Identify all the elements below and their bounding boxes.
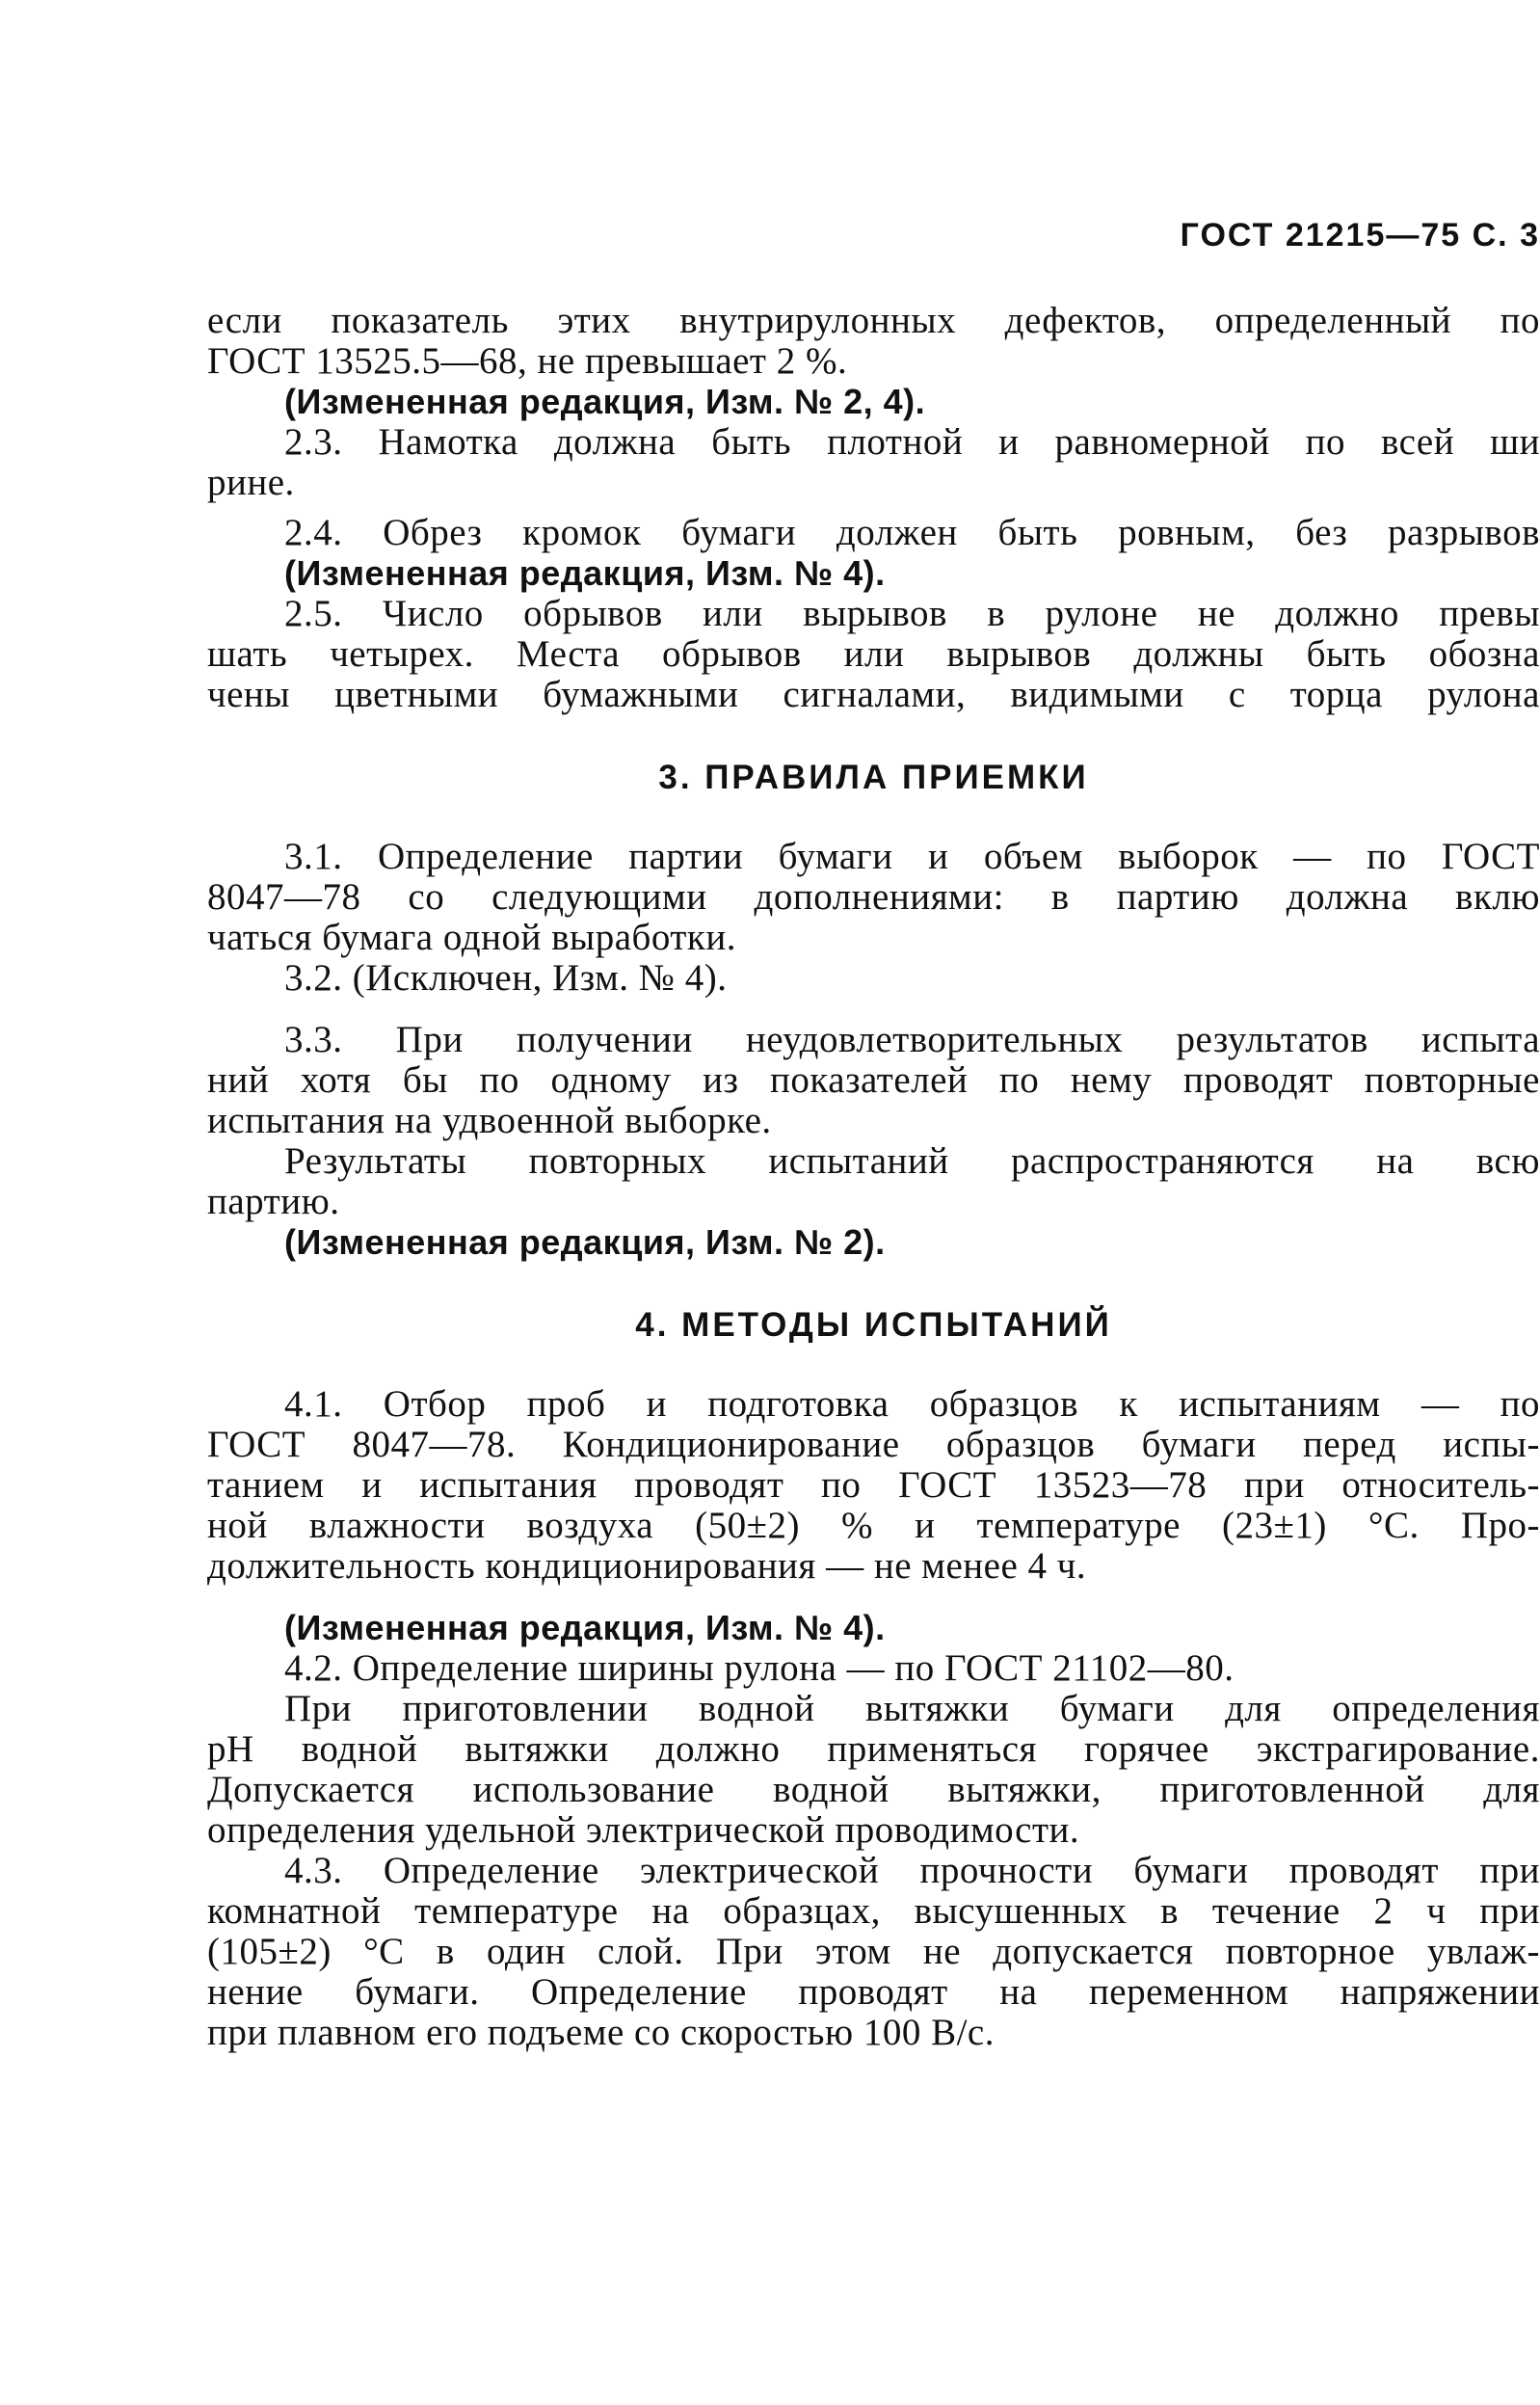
paragraph-2-4 — [207, 513, 1540, 594]
text-line: Результаты повторных испытаний распространяются на всю — [284, 1140, 1540, 1182]
paragraph-4-3 — [207, 1851, 1540, 2053]
text-line: ной влажности воздуха (50±2) % и температуре (23±1) °С. Про- — [207, 1505, 1540, 1546]
section-heading-3: 3. ПРАВИЛА ПРИЕМКИ — [658, 759, 1089, 796]
text-line: 4.3. Определение электрической прочности бумаги проводят при — [284, 1850, 1540, 1891]
paragraph-2-3 — [207, 422, 1540, 503]
text-line: рине. — [207, 462, 295, 503]
text-line: если показатель этих внутрирулонных дефектов, определенный по — [207, 300, 1540, 341]
paragraph-4-2 — [207, 1648, 1540, 1689]
amendment-note: (Измененная редакция, Изм. № 2). — [284, 1222, 886, 1262]
paragraph-3-3-results — [207, 1141, 1540, 1263]
text-line: ГОСТ 8047—78. Кондиционирование образцов бумаги перед испы- — [207, 1424, 1540, 1465]
text-line: 4.1. Отбор проб и подготовка образцов к испытаниям — по — [284, 1383, 1540, 1425]
text-line: 2.3. Намотка должна быть плотной и равномерной по всей ши — [284, 421, 1540, 463]
text-line: 2.5. Число обрывов или вырывов в рулоне не должно превы — [284, 593, 1540, 634]
text-line: 3.1. Определение партии бумаги и объем выборок — по ГОСТ — [284, 836, 1540, 877]
text-line: партию. — [207, 1181, 340, 1222]
text-line: 8047—78 со следующими дополнениями: в партию должна вклю — [207, 876, 1540, 918]
page-header: ГОСТ 21215—75 С. 3 — [1180, 217, 1540, 254]
text-line: должительность кондиционирования — не менее 4 ч. — [207, 1545, 1087, 1587]
text-line: нение бумаги. Определение проводят на переменном напряжении — [207, 1971, 1540, 2013]
text-line: pH водной вытяжки должно применяться горячее экстрагирование. — [207, 1728, 1540, 1770]
text-line: 2.4. Обрез кромок бумаги должен быть ровным, без разрывов — [284, 512, 1540, 553]
text-line: чены цветными бумажными сигналами, видимыми с торца рулона — [207, 674, 1540, 715]
paragraph-2-5 — [207, 594, 1540, 715]
text-line: испытания на удвоенной выборке. — [207, 1100, 772, 1141]
text-line: (105±2) °С в один слой. При этом не допускается повторное увлаж- — [207, 1931, 1540, 1972]
text-line: ГОСТ 13525.5—68, не превышает 2 %. — [207, 340, 848, 382]
paragraph-3-3 — [207, 1020, 1540, 1141]
amendment-note: (Измененная редакция, Изм. № 2, 4). — [284, 382, 926, 421]
paragraph-3-2 — [207, 958, 1540, 999]
document-body — [207, 301, 1540, 2053]
text-line: чаться бумага одной выработки. — [207, 917, 736, 958]
text-line: Допускается использование водной вытяжки, приготовленной для — [207, 1769, 1540, 1810]
text-line: 3.2. (Исключен, Изм. № 4). — [284, 957, 728, 999]
paragraph-3-1 — [207, 837, 1540, 958]
text-line: комнатной температуре на образцах, высушенных в течение 2 ч при — [207, 1890, 1540, 1932]
text-line: при плавном его подъеме со скоростью 100 В/с. — [207, 2012, 995, 2053]
section-heading-4: 4. МЕТОДЫ ИСПЫТАНИЙ — [635, 1306, 1112, 1344]
amendment-note: (Измененная редакция, Изм. № 4). — [284, 1608, 886, 1647]
text-line: 3.3. При получении неудовлетворительных результатов испыта — [284, 1019, 1540, 1060]
text-line: 4.2. Определение ширины рулона — по ГОСТ 21102—80. — [284, 1647, 1235, 1689]
paragraph-4-1 — [207, 1384, 1540, 1648]
text-line: танием и испытания проводят по ГОСТ 13523—78 при относитель- — [207, 1464, 1540, 1506]
paragraph-4-2-extraction — [207, 1689, 1540, 1851]
text-line: шать четырех. Места обрывов или вырывов должны быть обозна — [207, 633, 1540, 675]
paragraph-intro — [207, 301, 1540, 422]
amendment-note: (Измененная редакция, Изм. № 4). — [284, 553, 886, 593]
text-line: При приготовлении водной вытяжки бумаги для определения — [284, 1688, 1540, 1729]
text-line: определения удельной электрической проводимости. — [207, 1809, 1080, 1851]
text-line: ний хотя бы по одному из показателей по нему проводят повторные — [207, 1059, 1540, 1101]
